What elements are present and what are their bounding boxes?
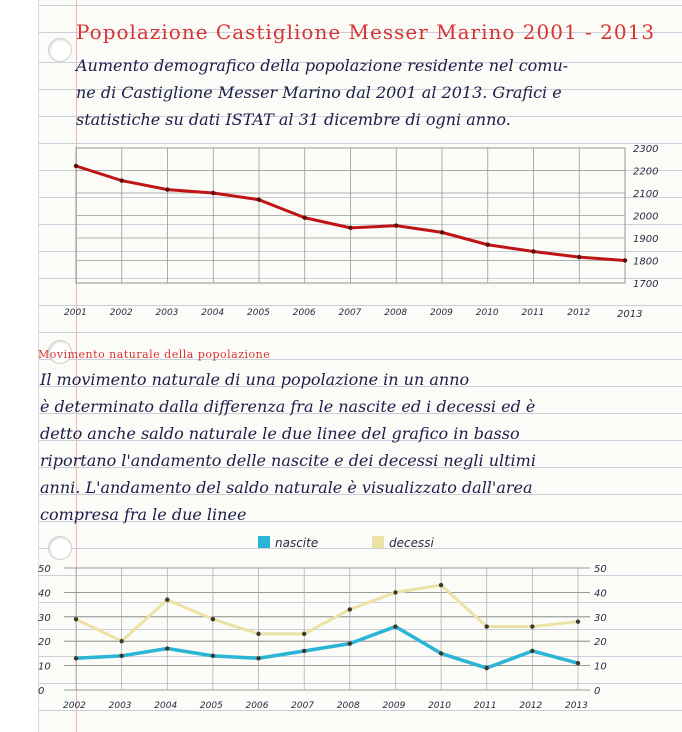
paragraph-line: statistiche su dati ISTAT al 31 dicembre di ogni anno.: [76, 110, 511, 129]
series-point-nascite: [119, 654, 123, 658]
x-tick-label: 2012: [519, 701, 543, 711]
paragraph-line: compresa fra le due linee: [40, 505, 247, 524]
y-tick-label: 2300: [633, 144, 659, 155]
y-tick-label: 2000: [633, 211, 659, 223]
x-tick-label: 2004: [201, 308, 225, 318]
y-tick-label-left: 20: [38, 637, 51, 649]
population-point: [348, 226, 352, 230]
births-deaths-chart: [0, 530, 682, 720]
x-tick-label: 2012: [567, 308, 591, 318]
series-point-nascite: [211, 654, 215, 658]
population-point: [440, 230, 444, 234]
legend-label-nascite: nascite: [275, 536, 319, 550]
series-point-decessi: [576, 619, 580, 623]
x-tick-label: 2002: [63, 701, 86, 711]
x-tick-label: 2009: [382, 701, 406, 711]
series-point-nascite: [302, 649, 306, 653]
series-point-nascite: [530, 649, 534, 653]
population-point: [394, 223, 398, 227]
population-point: [486, 243, 490, 247]
binder-hole: [48, 38, 72, 62]
paragraph-line: anni. L'andamento del saldo naturale è visualizzato dall'area: [40, 478, 533, 497]
population-point: [74, 164, 78, 168]
y-tick-label: 1900: [633, 234, 659, 245]
x-tick-label: 2003: [108, 701, 132, 711]
x-tick-label: 2013: [617, 309, 643, 320]
x-tick-label: 2006: [245, 701, 269, 711]
x-tick-label: 2009: [430, 308, 453, 318]
legend-swatch-decessi: [372, 536, 384, 548]
x-tick-label: 2008: [384, 308, 408, 318]
y-tick-label: 2200: [633, 166, 659, 178]
population-point: [211, 191, 215, 195]
paragraph-line: Aumento demografico della popolazione residente nel comu-: [76, 56, 569, 75]
paragraph-line: Il movimento naturale di una popolazione in un anno: [40, 370, 470, 389]
x-tick-label: 2007: [338, 308, 362, 318]
y-tick-label-left: 40: [38, 588, 51, 600]
x-tick-label: 2003: [155, 308, 179, 318]
population-point: [257, 198, 261, 202]
series-point-nascite: [348, 641, 352, 645]
x-tick-label: 2002: [109, 308, 133, 318]
series-point-decessi: [530, 624, 534, 628]
y-tick-label-right: 30: [594, 612, 607, 624]
series-point-decessi: [485, 624, 489, 628]
y-tick-label-right: 40: [594, 588, 607, 600]
series-line-nascite: [76, 627, 578, 668]
series-line-decessi: [76, 585, 578, 641]
series-point-decessi: [302, 632, 306, 636]
x-tick-label: 2010: [475, 308, 499, 318]
population-point: [303, 216, 307, 220]
series-point-decessi: [439, 583, 443, 587]
population-chart: [0, 138, 682, 338]
y-tick-label: 1800: [633, 256, 659, 268]
population-point: [120, 178, 124, 182]
series-point-decessi: [165, 598, 169, 602]
series-point-decessi: [74, 617, 78, 621]
paragraph-line: detto anche saldo naturale le due linee del grafico in basso: [40, 424, 520, 443]
y-tick-label: 2100: [633, 189, 659, 200]
y-tick-label-right: 10: [594, 661, 607, 673]
y-tick-label-left: 50: [38, 564, 51, 575]
series-point-nascite: [576, 661, 580, 665]
y-tick-label-right: 50: [594, 564, 607, 575]
series-point-decessi: [348, 607, 352, 611]
series-point-nascite: [393, 624, 397, 628]
x-tick-label: 2005: [247, 308, 270, 318]
y-tick-label-left: 10: [38, 661, 51, 673]
y-tick-label-right: 20: [594, 637, 607, 649]
paragraph-line: riportano l'andamento delle nascite e dei decessi negli ultimi: [40, 451, 536, 470]
heading-natural-movement: Movimento naturale della popolazione: [38, 348, 271, 361]
series-point-nascite: [165, 646, 169, 650]
series-point-nascite: [485, 666, 489, 670]
x-tick-label: 2006: [292, 308, 316, 318]
x-tick-label: 2007: [291, 701, 315, 711]
legend-label-decessi: decessi: [389, 536, 434, 550]
population-point: [531, 249, 535, 253]
x-tick-label: 2011: [521, 308, 545, 318]
x-tick-label: 2008: [336, 701, 360, 711]
series-point-decessi: [211, 617, 215, 621]
legend-swatch-nascite: [258, 536, 270, 548]
paragraph-line: è determinato dalla differenza fra le nascite ed i decessi ed è: [40, 397, 536, 416]
x-tick-label: 2005: [199, 701, 223, 711]
x-tick-label: 2001: [64, 308, 87, 318]
x-tick-label: 2011: [473, 701, 497, 711]
paragraph-line: ne di Castiglione Messer Marino dal 2001 al 2013. Grafici e: [76, 83, 562, 102]
y-tick-label-right: 0: [594, 686, 601, 697]
population-point: [623, 258, 627, 262]
series-point-nascite: [439, 651, 443, 655]
x-tick-label: 2013: [565, 701, 588, 711]
series-point-decessi: [119, 639, 123, 643]
heading-population: Popolazione Castiglione Messer Marino 2001 - 2013: [76, 20, 656, 44]
y-tick-label-left: 0: [38, 686, 45, 697]
population-point: [165, 187, 169, 191]
series-point-nascite: [74, 656, 78, 660]
y-tick-label-left: 30: [38, 612, 51, 624]
x-tick-label: 2004: [154, 701, 178, 711]
x-tick-label: 2010: [428, 701, 451, 711]
series-point-nascite: [256, 656, 260, 660]
population-point: [577, 255, 581, 259]
series-point-decessi: [393, 590, 397, 594]
y-tick-label: 1700: [633, 279, 659, 290]
series-point-decessi: [256, 632, 260, 636]
